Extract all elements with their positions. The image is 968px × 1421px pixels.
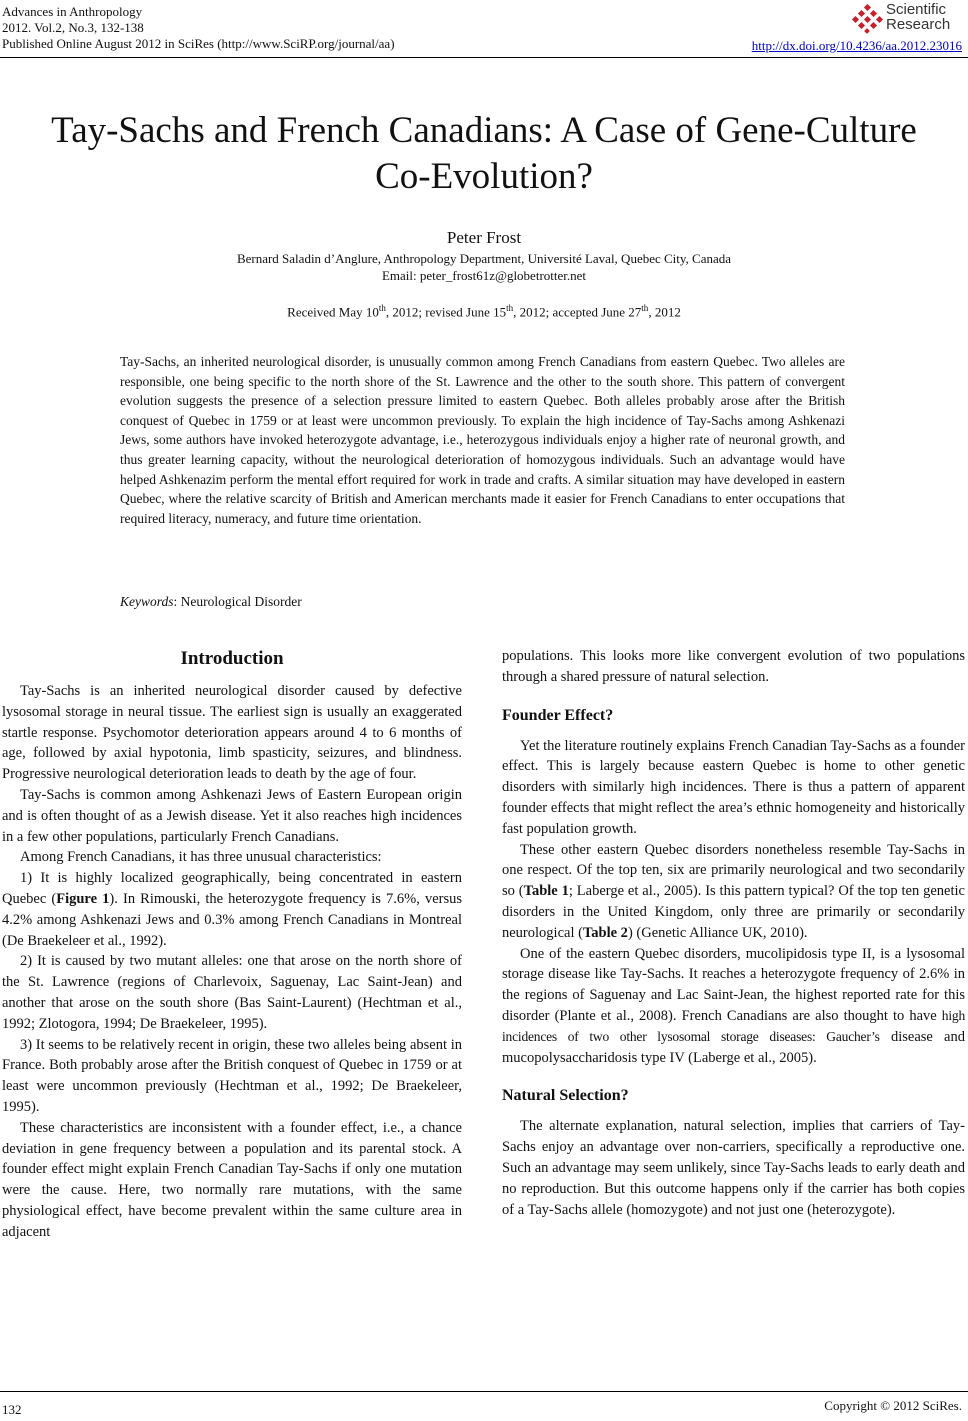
paragraph: These other eastern Quebec disorders nonetheless resemble Tay-Sachs in one respect. Of the top ten, six are primarily neurological and two secondarily so (Table 1; Laberge et al., 2005). Is this pattern typical? Of the top ten genetic disorders in the United Kingdom, only three are primarily or secondarily neurological (Table 2) (Genetic Alliance UK, 2010).: [502, 841, 965, 941]
paragraph: 2) It is caused by two mutant alleles: one that arose on the north shore of the St. Lawrence (regions of Charlevoix, Saguenay, Lac Saint-Jean) and another that arose on the south shore (Bas Saint-Laurent) (Hechtman et al., 1992; Zlotogora, 1994; De Braekeleer, 1995).: [2, 953, 462, 1032]
right-column: [502, 646, 965, 1220]
article-title: [0, 108, 968, 200]
left-column: [2, 646, 462, 1243]
title-line-2: Co-Evolution?: [375, 156, 593, 197]
footer-divider: [0, 1391, 968, 1392]
paragraph: Tay-Sachs is common among Ashkenazi Jews of Eastern European origin and is often thought of as a Jewish disease. Yet it also reaches high incidences in a few other populations, particularly French Canadians.: [2, 786, 462, 845]
article-dates: Received May 10th, 2012; revised June 15th, 2012; accepted June 27th, 2012: [287, 303, 681, 320]
author-email: Email: peter_frost61z@globetrotter.net: [381, 268, 587, 283]
header-divider: [0, 57, 968, 58]
paragraph: These characteristics are inconsistent with a founder effect, i.e., a chance deviation in gene frequency between a population and its parental stock. A founder effect might explain French Canadian Tay-Sachs if only one mutation were the cause. Here, two normally rare mutations, with the same physiological effect, have become prevalent within the same culture area in adjacent: [2, 1119, 462, 1240]
journal-header: [2, 4, 395, 52]
paragraph: Yet the literature routinely explains French Canadian Tay-Sachs as a founder effect. This is largely because eastern Quebec is home to other genetic disorders with similarly high incidences. There is thus a pattern of apparent founder effects that might reflect the area’s ethnic homogeneity and historically fast population growth.: [502, 737, 966, 837]
figure-1-reference[interactable]: Figure 1: [56, 890, 110, 907]
page-number: 132: [2, 1402, 22, 1417]
founder-effect-heading: Founder Effect?: [502, 706, 614, 724]
keywords-value: : Neurological Disorder: [173, 594, 302, 609]
introduction-heading: Introduction: [180, 648, 284, 669]
diamond-logo-icon: [852, 4, 884, 34]
journal-volume: 2012. Vol.2, No.3, 132-138: [2, 20, 144, 35]
copyright-notice: Copyright © 2012 SciRes.: [824, 1398, 962, 1413]
natural-selection-heading: Natural Selection?: [502, 1087, 629, 1105]
journal-name: Advances in Anthropology: [2, 4, 143, 19]
title-line-1: Tay-Sachs and French Canadians: A Case of Gene-Culture: [51, 110, 917, 151]
table-1-reference[interactable]: Table 1: [523, 883, 569, 900]
paragraph: populations. This looks more like convergent evolution of two populations through a shared pressure of natural selection.: [502, 648, 965, 685]
keywords-label: Keywords: [120, 594, 174, 609]
paragraph: Among French Canadians, it has three unusual characteristics:: [20, 849, 382, 866]
paragraph: 3) It seems to be relatively recent in origin, these two alleles being absent in France. Both probably arose after the British conquest of Quebec in 1759 or at least were uncommon previously (Hechtman et al., 1992; De Braekeleer, 1995).: [2, 1036, 462, 1115]
author-affiliation: [0, 250, 968, 284]
author-name: Peter Frost: [446, 228, 522, 247]
keywords: [120, 594, 302, 610]
publication-info: Published Online August 2012 in SciRes (http://www.SciRP.org/journal/aa): [2, 36, 395, 51]
affiliation: Bernard Saladin d’Anglure, Anthropology Department, Université Laval, Quebec City, Canada: [236, 251, 732, 266]
paragraph: 1) It is highly localized geographically, being concentrated in eastern Quebec (Figure 1). In Rimouski, the heterozygote frequency is 7.6%, versus 4.2% among Ashkenazi Jews and 0.3% among French Canadians in Montreal (De Braekeleer et al., 1992).: [2, 870, 463, 949]
logo-text: [886, 2, 950, 32]
paragraph: One of the eastern Quebec disorders, mucolipidosis type II, is a lysosomal storage disease like Tay-Sachs. It reaches a heterozygote frequency of 2.6% in the regions of Saguenay and Lac Saint-Jean, the highest reported rate for this disorder (Plante et al., 2008). French Canadians are also thought to have high incidences of two other lysosomal storage diseases: Gaucher’s disease and mucopolysaccharidosis type IV (Laberge et al., 2005).: [502, 945, 965, 1066]
paragraph: The alternate explanation, natural selection, implies that carriers of Tay-Sachs enjoy an advantage over non-carriers, specifically a reproductive one. Such an advantage may seem unlikely, since Tay-Sachs leads to early death and no reproduction. But this outcome happens only if the carrier has both copies of a Tay-Sachs allele (homozygote) and not just one (heterozygote).: [502, 1118, 965, 1218]
table-2-reference[interactable]: Table 2: [582, 924, 628, 941]
scientific-research-logo: [852, 2, 962, 36]
abstract: Tay-Sachs, an inherited neurological disorder, is unusually common among French Canadians from eastern Quebec. Two alleles are responsible, one being specific to the north shore of the St. Lawrence and the other to the south shore. This pattern of convergent evolution suggests the presence of a selection pressure limited to eastern Quebec. Both alleles probably arose after the British conquest of Quebec in 1759 or at least were uncommon previously. To explain the high incidence of Tay-Sachs among Ashkenazi Jews, some authors have invoked heterozygote advantage, i.e., heterozygous individuals enjoy a higher rate of neuronal growth, and thus greater learning capacity, without the neurological deterioration of homozygous individuals. Such an advantage would have helped Ashkenazim perform the mental effort required for work in trade and crafts. A similar situation may have developed in eastern Quebec, where the relative scarcity of British and American merchants made it easier for French Canadians to enter occupations that required literacy, numeracy, and future time orientation.: [120, 354, 845, 526]
logo-line-2: Research: [886, 16, 951, 33]
logo-line-1: Scientific: [886, 1, 947, 18]
doi-link[interactable]: http://dx.doi.org/10.4236/aa.2012.23016: [751, 38, 962, 53]
paragraph: Tay-Sachs is an inherited neurological disorder caused by defective lysosomal storage in neural tissue. The earliest sign is usually an exaggerated startle response. Psychomotor deterioration appears around 4 to 6 months of age, followed by axial hypotonia, limb spasticity, seizures, and blindness. Progressive neurological deterioration leads to death by the age of four.: [2, 683, 462, 783]
